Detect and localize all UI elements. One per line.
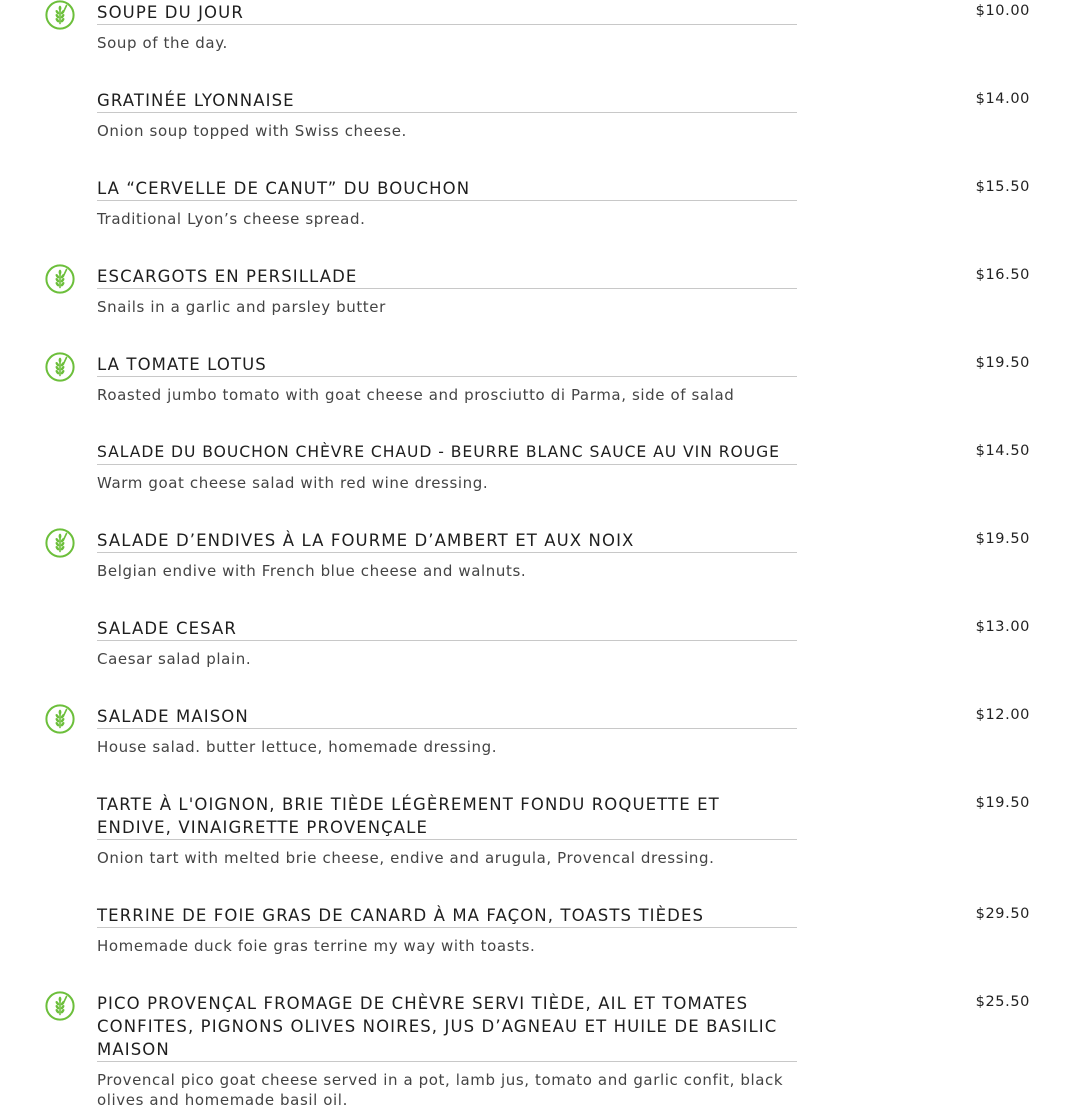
menu-item-description: Roasted jumbo tomato with goat cheese and prosciutto di Parma, side of salad [97,386,735,404]
menu-item-body [97,441,797,493]
menu-item-name: SALADE D’ENDIVES À LA FOURME D’AMBERT ET AUX NOIX [97,529,797,553]
gluten-free-icon [45,991,75,1021]
menu-item-description: Traditional Lyon’s cheese spread. [97,210,366,228]
menu-item-body [97,992,797,1110]
menu-item-name: SOUPE DU JOUR [97,1,797,25]
menu-item-description: Caesar salad plain. [97,650,252,668]
menu-item-price: $25.50 [975,994,1030,1010]
gluten-free-icon [45,704,75,734]
menu-item-body [97,177,797,229]
menu-item-name: TERRINE DE FOIE GRAS DE CANARD À MA FAÇON, TOASTS TIÈDES [97,904,797,928]
menu-item-name: LA “CERVELLE DE CANUT” DU BOUCHON [97,177,797,201]
menu-item-description: Onion tart with melted brie cheese, endive and arugula, Provencal dressing. [97,849,715,867]
gluten-free-icon [45,352,75,382]
menu-item-price: $16.50 [975,267,1030,283]
menu-item-price: $13.00 [975,619,1030,635]
menu-item-name: SALADE MAISON [97,705,797,729]
menu-item-body [97,1,797,53]
menu-item-description: Onion soup topped with Swiss cheese. [97,122,407,140]
menu-item-description: House salad. butter lettuce, homemade dressing. [97,738,498,756]
gluten-free-icon [45,0,75,30]
gluten-free-icon [45,264,75,294]
menu-item-body [97,617,797,669]
menu-item-body [97,353,797,405]
menu-item-price: $29.50 [975,906,1030,922]
menu-item-name: ESCARGOTS EN PERSILLADE [97,265,797,289]
menu-item-body [97,904,797,956]
menu-item-name: SALADE DU BOUCHON CHÈVRE CHAUD - BEURRE BLANC SAUCE AU VIN ROUGE [97,441,797,465]
menu-item-body [97,89,797,141]
menu-item-name: TARTE À L'OIGNON, BRIE TIÈDE LÉGÈREMENT FONDU ROQUETTE ET ENDIVE, VINAIGRETTE PROVENÇALE [97,793,797,840]
menu-item-name: PICO PROVENÇAL FROMAGE DE CHÈVRE SERVI TIÈDE, AIL ET TOMATES CONFITES, PIGNONS OLIVES NOIRES, JUS D’AGNEAU ET HUILE DE BASILIC MAISON [97,992,797,1062]
menu-item-name: LA TOMATE LOTUS [97,353,797,377]
menu-item-description: Soup of the day. [97,34,228,52]
menu-item-name: GRATINÉE LYONNAISE [97,89,797,113]
menu-item-price: $19.50 [975,531,1030,547]
menu-item-description: Warm goat cheese salad with red wine dressing. [97,474,489,492]
menu-item-description: Belgian endive with French blue cheese and walnuts. [97,562,527,580]
menu-item-body [97,529,797,581]
menu-item-price: $15.50 [975,179,1030,195]
menu-item-price: $12.00 [975,707,1030,723]
menu-item-price: $14.50 [975,443,1030,459]
menu-item-price: $19.50 [975,795,1030,811]
menu-item-body [97,705,797,757]
menu-item-description: Provencal pico goat cheese served in a pot, lamb jus, tomato and garlic confit, black olives and homemade basil oil. [97,1071,784,1109]
menu-item-description: Homemade duck foie gras terrine my way with toasts. [97,937,536,955]
menu-item-description: Snails in a garlic and parsley butter [97,298,386,316]
menu-item-body [97,793,797,868]
menu-item-name: SALADE CESAR [97,617,797,641]
menu-item-body [97,265,797,317]
menu-item-price: $10.00 [975,3,1030,19]
gluten-free-icon [45,528,75,558]
menu-item-price: $14.00 [975,91,1030,107]
menu-item-price: $19.50 [975,355,1030,371]
